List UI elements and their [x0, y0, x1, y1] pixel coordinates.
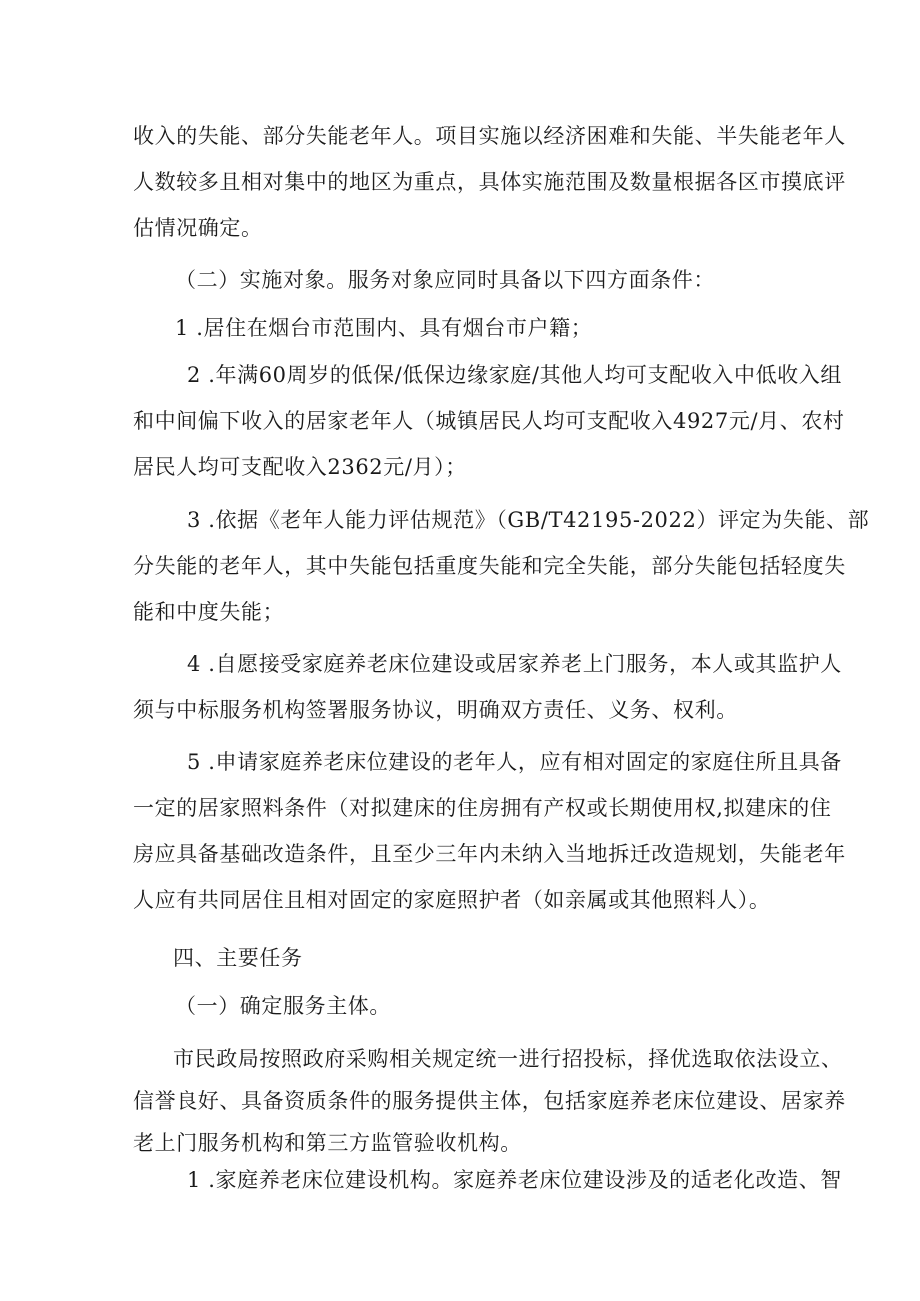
- text-line: 居民人均可支配收入2362元/月）；: [133, 455, 467, 479]
- text-line: 一定的居家照料条件（对拟建床的住房拥有产权或长期使用权,拟建床的住: [133, 796, 832, 820]
- text-line: 老上门服务机构和第三方监管验收机构。: [133, 1131, 522, 1155]
- text-line: 分失能的老年人，其中失能包括重度失能和完全失能，部分失能包括轻度失: [133, 554, 846, 578]
- text-line: 须与中标服务机构签署服务协议，明确双方责任、义务、权利。: [133, 698, 738, 722]
- text-line: 人应有共同居住且相对固定的家庭照护者（如亲属或其他照料人）。: [133, 888, 771, 912]
- condition-item-1: [133, 305, 847, 351]
- subsection-heading-service-providers: [133, 983, 847, 1029]
- text-line: 市民政局按照政府采购相关规定统一进行招投标，择优选取依法设立、: [173, 1047, 843, 1071]
- condition-item-4: [133, 641, 842, 733]
- paragraph-target-population-continuation: [133, 113, 846, 251]
- text-line: 估情况确定。: [133, 216, 263, 240]
- text-line: 房应具备基础改造条件，且至少三年内未纳入当地拆迁改造规划，失能老年: [133, 842, 846, 866]
- provider-item-1: [133, 1157, 842, 1203]
- text-line: 4 .自愿接受家庭养老床位建设或居家养老上门服务，本人或其监护人: [187, 652, 842, 676]
- text-line: 收入的失能、部分失能老年人。项目实施以经济困难和失能、半失能老年人: [133, 124, 846, 148]
- text-line: 1 .家庭养老床位建设机构。家庭养老床位建设涉及的适老化改造、智: [187, 1168, 842, 1192]
- condition-item-3: [133, 497, 870, 635]
- condition-item-2: [133, 352, 845, 490]
- paragraph-procurement: [133, 1038, 846, 1164]
- text-line: 2 .年满60周岁的低保/低保边缘家庭/其他人均可支配收入中低收入组: [187, 363, 842, 387]
- text-line: 3 .依据《老年人能力评估规范》（GB/T42195-2022）评定为失能、部: [187, 508, 870, 532]
- text-line: 5 .申请家庭养老床位建设的老年人，应有相对固定的家庭住所且具备: [187, 750, 842, 774]
- condition-item-5: [133, 739, 846, 923]
- text-line: 和中间偏下收入的居家老年人（城镇居民人均可支配收入4927元/月、农村: [133, 409, 845, 433]
- text-line: 信誉良好、具备资质条件的服务提供主体，包括家庭养老床位建设、居家养: [133, 1089, 846, 1113]
- section-heading-main-tasks: [133, 935, 845, 981]
- text-line: 人数较多且相对集中的地区为重点，具体实施范围及数量根据各区市摸底评: [133, 170, 846, 194]
- text-line: （二）实施对象。服务对象应同时具备以下四方面条件：: [175, 268, 715, 292]
- text-line: 1 .居住在烟台市范围内、具有烟台市户籍；: [175, 316, 593, 340]
- text-line: 能和中度失能；: [133, 600, 285, 624]
- text-line: （一）确定服务主体。: [175, 994, 391, 1018]
- text-line: 四、主要任务: [173, 946, 303, 970]
- section-heading-implementation-targets: [133, 257, 847, 303]
